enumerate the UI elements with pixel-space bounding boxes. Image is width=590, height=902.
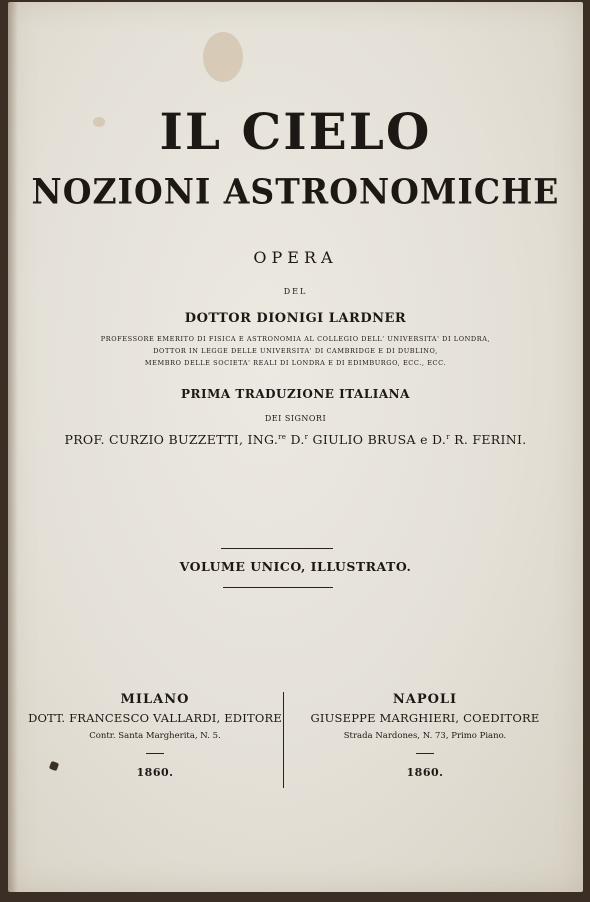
title-page (8, 2, 583, 892)
imprint-publisher: DOTT. FRANCESCO VALLARDI, EDITORE (28, 711, 282, 725)
imprint-address: Strada Nardones, N. 73, Primo Piano. (343, 731, 507, 741)
translators-part: PROF. CURZIO BUZZETTI, ING. (64, 432, 279, 447)
imprint-city: MILANO (120, 692, 190, 707)
author-name: DOTTOR DIONIGI LARDNER (184, 311, 407, 326)
foxing-stain (203, 32, 243, 82)
imprint-rule (416, 753, 434, 754)
imprint-rule (146, 753, 164, 754)
del-label: DEL (283, 287, 308, 296)
imprint-address: Contr. Santa Margherita, N. 5. (89, 731, 221, 741)
imprint-year: 1860. (136, 766, 174, 779)
dei-signori-label: DEI SIGNORI (264, 414, 327, 423)
divider-bottom (223, 587, 333, 588)
title-sub: NOZIONI ASTRONOMICHE (31, 171, 560, 212)
credential-line: MEMBRO DELLE SOCIETA' REALI DI LONDRA E DI EDIMBURGO, ECC., ECC. (144, 359, 447, 367)
imprint-year: 1860. (406, 766, 444, 779)
opera-label: OPERA (253, 248, 338, 267)
credential-line: PROFESSORE EMERITO DI FISICA E ASTRONOMIA AL COLLEGIO DELL' UNIVERSITA' DI LONDRA, (100, 335, 491, 343)
superscript: r (446, 432, 450, 441)
imprint-separator (283, 692, 284, 788)
superscript: re (278, 432, 287, 441)
translators (8, 432, 583, 447)
imprint-city: NAPOLI (392, 692, 458, 707)
translators-part: GIULIO BRUSA e D. (308, 432, 447, 447)
title-main: IL CIELO (159, 102, 432, 161)
superscript: r (304, 432, 309, 441)
translators-part: D. (286, 432, 305, 447)
credential-line: DOTTOR IN LEGGE DELLE UNIVERSITA' DI CAMBRIDGE E DI DUBLINO, (153, 347, 438, 355)
translators-part: R. FERINI. (449, 432, 527, 447)
imprint-milano (20, 692, 290, 779)
imprint-publisher: GIUSEPPE MARGHIERI, COEDITORE (310, 711, 540, 725)
divider-top (221, 548, 333, 549)
imprint-napoli (290, 692, 560, 779)
volume-label: VOLUME UNICO, ILLUSTRATO. (179, 559, 412, 574)
translation-label: PRIMA TRADUZIONE ITALIANA (181, 387, 410, 401)
